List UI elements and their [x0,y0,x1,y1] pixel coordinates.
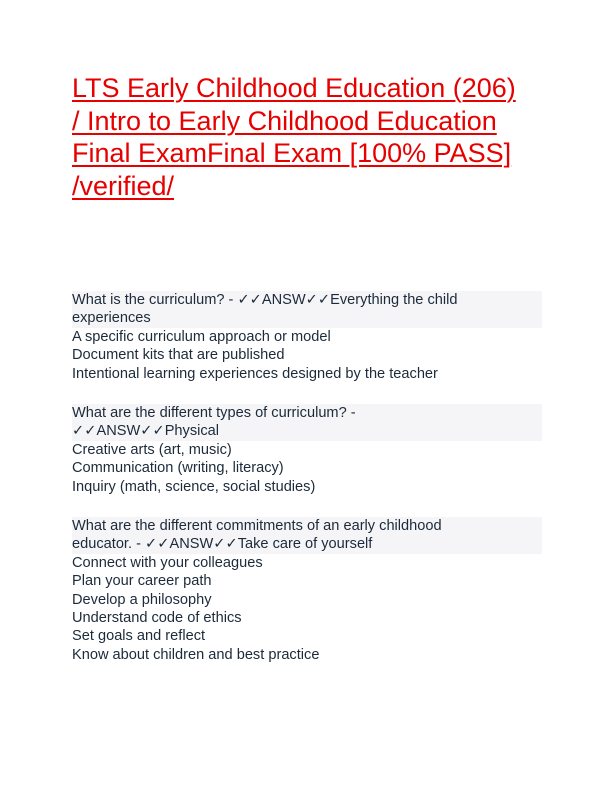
answer-line: Plan your career path [72,573,212,590]
answer-line: Understand code of ethics [72,610,242,627]
document-title[interactable] [72,72,542,202]
answer-line: Communication (writing, literacy) [72,460,284,477]
title-line[interactable]: LTS Early Childhood Education (206) [72,73,516,103]
question-line: What are the different commitments of an early childhood [72,517,542,535]
title-line[interactable]: /verified/ [72,170,175,201]
question-line: What is the curriculum? - ✓✓ANSW✓✓Everything the child [72,291,542,309]
question-line: experiences [72,309,542,327]
question-line: What are the different types of curriculum? - [72,404,542,422]
answer-line: Document kits that are published [72,347,285,364]
answer-line: Intentional learning experiences designed by the teacher [72,365,438,382]
answer-line: Know about children and best practice [72,646,320,663]
answer-line: Set goals and reflect [72,628,206,645]
question-line: ✓✓ANSW✓✓Physical [72,422,542,440]
question-line: educator. - ✓✓ANSW✓✓Take care of yourself [72,535,542,553]
qa-item-educator-commitments [72,517,542,664]
title-line[interactable]: / Intro to Early Childhood Education [72,105,497,136]
answer-line: A specific curriculum approach or model [72,328,331,345]
answer-line: Inquiry (math, science, social studies) [72,478,316,495]
answer-line: Develop a philosophy [72,591,212,608]
answer-line: Connect with your colleagues [72,554,263,571]
qa-item-curriculum [72,291,542,383]
answer-line: Creative arts (art, music) [72,441,232,458]
qa-item-curriculum-types [72,404,542,496]
title-line[interactable]: Final ExamFinal Exam [100% PASS] [72,138,512,168]
